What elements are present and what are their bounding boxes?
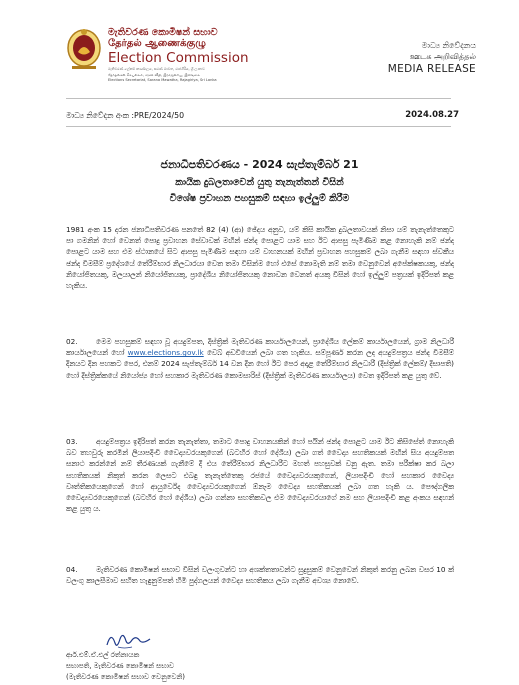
- signatory-name: ආර්.එම්.ඒ.එල් රත්නායක: [66, 651, 140, 659]
- signatory-note: (මැතිවරණ කොමිෂන් සභාව වෙනුවෙනි): [66, 673, 185, 681]
- paragraph-3-text: අයදුම්පත්‍රය ඉදිරිපත් කරන තැනැත්තා, තමාට පොදු වාහනයකින් හෝ පයින් ඡන්ද පොළට යාම ඊට කිසිසේත් නොහැකි බව තහවුරු කරමින් ලියාපදිංචි වෛද්‍යවරයකුගෙන් (බටහිර හෝ දේශීය) ලබා ගත් වෛද්‍ය සහතිකයක් මඟින් සිය අයදුම්පත සනාථ කරන්නේ නම් තීරණයක් ගැනීමේ දී එය තේරීම්භාර නිලධාරීට මහත් පහසුවක් වනු ඇත. තමා පරීක්ෂා කර බලා සහතිකයක් නිකුත් කරන ලෙසට එබඳු තැනැත්තෙකු රජයේ වෛද්‍යවරයකුගෙන්, ලියාපදිංචි හෝ සහකාර වෛද්‍ය වෘත්තිකයෙකුගෙන් හෝ ආයුර්වේද වෛද්‍යවරයකුගෙන් ඕනෑම වෛද්‍ය සහතිකයක් ලබා ගත හැකි ය. පෞද්ගලික වෛද්‍යවරයෙකුගෙන් (බටහිර හෝ දේශීය) ලබා ගන්නා සහතිකවල එම වෛද්‍යවරයාගේ නම සහ ලියාපදිංචි කළ අංකය සඳහන් කළ යුතු ය.: [66, 437, 454, 514]
- paragraph-2: [66, 336, 454, 418]
- signatory-title: සභාපති, මැතිවරණ කොමිෂන් සභාව: [66, 662, 175, 670]
- document-subtitle-line-1: කායික දුබලතාවෙන් යුතු තැනැත්තන් විසින්: [175, 177, 344, 188]
- media-release-sinhala: මාධ්‍ය නිවේදනය: [421, 41, 476, 50]
- paragraph-2-text-a: මෙම පහසුකම් සඳහා වූ අයදුම්පත, දිස්ත්‍රික් මැතිවරණ කාර්යාලයෙන්, ප්‍රාදේශීය ලේකම් කාර්යාලයෙන්, ග්‍රාම නිලධාරී කාර්යාලයෙන් හෝ: [66, 337, 454, 358]
- media-release-english: MEDIA RELEASE: [387, 63, 476, 75]
- document-title: ජනාධිපතිවරණය - 2024 සැප්තැම්බර් 21: [160, 158, 359, 171]
- paragraph-3: [66, 436, 454, 547]
- sri-lanka-emblem-icon: [66, 26, 102, 72]
- org-name-sinhala: මැතිවරණ කොමිෂන් සභාව: [108, 27, 218, 38]
- org-address-tamil: தேர்தல்கள் செயலகம், சரண வீதி, இராஜகிரிய, இலங்கை: [108, 72, 200, 77]
- paragraph-4-text: මැතිවරණ කොමිෂන් සභාව විසින් වලංගුවන්ට හා අශක්තතාවන්ට සුදුසුකම් වෙනුවෙන් නිකුත් කරනු ලබන වසර 10 ක් වලංගු කාලසීමාව සහිත හැඳුනුම්පත් හිමි පුද්ගලයන් වෛද්‍ය සහතිකය ලබා ගැනීම අවශ්‍ය නොවේ.: [66, 565, 454, 586]
- paragraph-4: [66, 564, 454, 600]
- paragraph-3-number: 03.: [66, 437, 78, 446]
- organization-block: [108, 27, 278, 83]
- org-address-english: Elections Secretariat, Sarana Mawatha, Rajagiriya, Sri Lanka: [108, 78, 217, 83]
- header-divider: [66, 98, 451, 99]
- paragraph-4-number: 04.: [66, 565, 78, 574]
- handwritten-signature: [104, 627, 156, 651]
- org-address-sinhala: මැතිවරණ ලේකම් කාර්යාලය, සරණ මාවත, රාජගිරිය, ශ්‍රී ලංකාව: [108, 67, 205, 71]
- elections-website-link[interactable]: www.elections.gov.lk: [127, 348, 204, 358]
- org-name-tamil: தேர்தல் ஆணைக்குழு: [108, 38, 206, 49]
- release-date: 2024.08.27: [405, 110, 459, 120]
- media-release-tamil: ஊடக அறிவித்தல்: [409, 52, 476, 61]
- document-subtitle-line-2: විශේෂ ප්‍රවාහන පහසුකම් සඳහා ඉල්ලුම් කිරීම: [169, 193, 350, 204]
- org-name-english: Election Commission: [108, 50, 249, 66]
- reference-divider: [66, 126, 451, 127]
- signatory-block: [66, 650, 185, 683]
- paragraph-2-text-b: වෙබ් අඩවියෙන් ලබා ගත හැකිය. සම්පූර්ණ කරන ලද අයදුම්පත්‍රය ඡන්ද විමසීම් දිනයට දින පහකට පෙර, එනම් 2024 සැප්තැම්බර් 14 වන දින හෝ ඊට පෙර අදාළ තේරීම්භාර නිලධාරී (දිස්ත්‍රික් ලේකම්/ දිසාපති) හෝ දිස්ත්‍රික්කයේ නියෝජ්‍ය හෝ සහකාර මැතිවරණ කොමසාරිස් (දිස්ත්‍රික් මැතිවරණ කාර්යාලය) වෙත ඉදිරිපත් කළ යුතු වේ.: [66, 348, 454, 380]
- reference-number: මාධ්‍ය නිවේදන අංක :PRE/2024/50: [66, 111, 185, 120]
- paragraph-2-number: 02.: [66, 337, 78, 346]
- media-release-label: [388, 40, 476, 76]
- paragraph-1: 1981 අංක 15 දරන ජනාධිපතිවරණ පනතේ 82 (4) (ආ) ඡේදය අනුව, යම් කිසි කායික දුබලතාවයක් නිසා යම් තැනැත්තෙකුට පා ගමනින් හෝ වෙනත් පොදු ප්‍රවාහන සේවාවක් මඟින් ඡන්ද පොළට යාම සහ ඊට ආපසු පැමිණීම කළ නොහැකි නම් ඡන්ද පොළට යාම සහ එම ස්ථානයේ සිට ආපසු පැමිණීම සඳහා යම් වාහනයක් මඟින් ප්‍රවාහන පහසුකම් ලබා ගැනීම සඳහා ස්වකීය ඡන්ද විමසීම් ප්‍රදේශයේ තේරීම්භාර නිලධාරයා වෙත තමා විසින්ම හෝ එසේ නොමැති නම් තමා වෙනුවෙන් අපේක්ෂකයකු, ඡන්ද නියෝජිතයකු, මලයාලන් නියෝජිතයකු, ප්‍රාදේශීය නියෝජිතයකු නොවන වෙනත් අයකු විසින් හෝ ඉල්ලුම් පත්‍රයක් ඉදිරිපත් කළ හැකිය.: [66, 225, 454, 291]
